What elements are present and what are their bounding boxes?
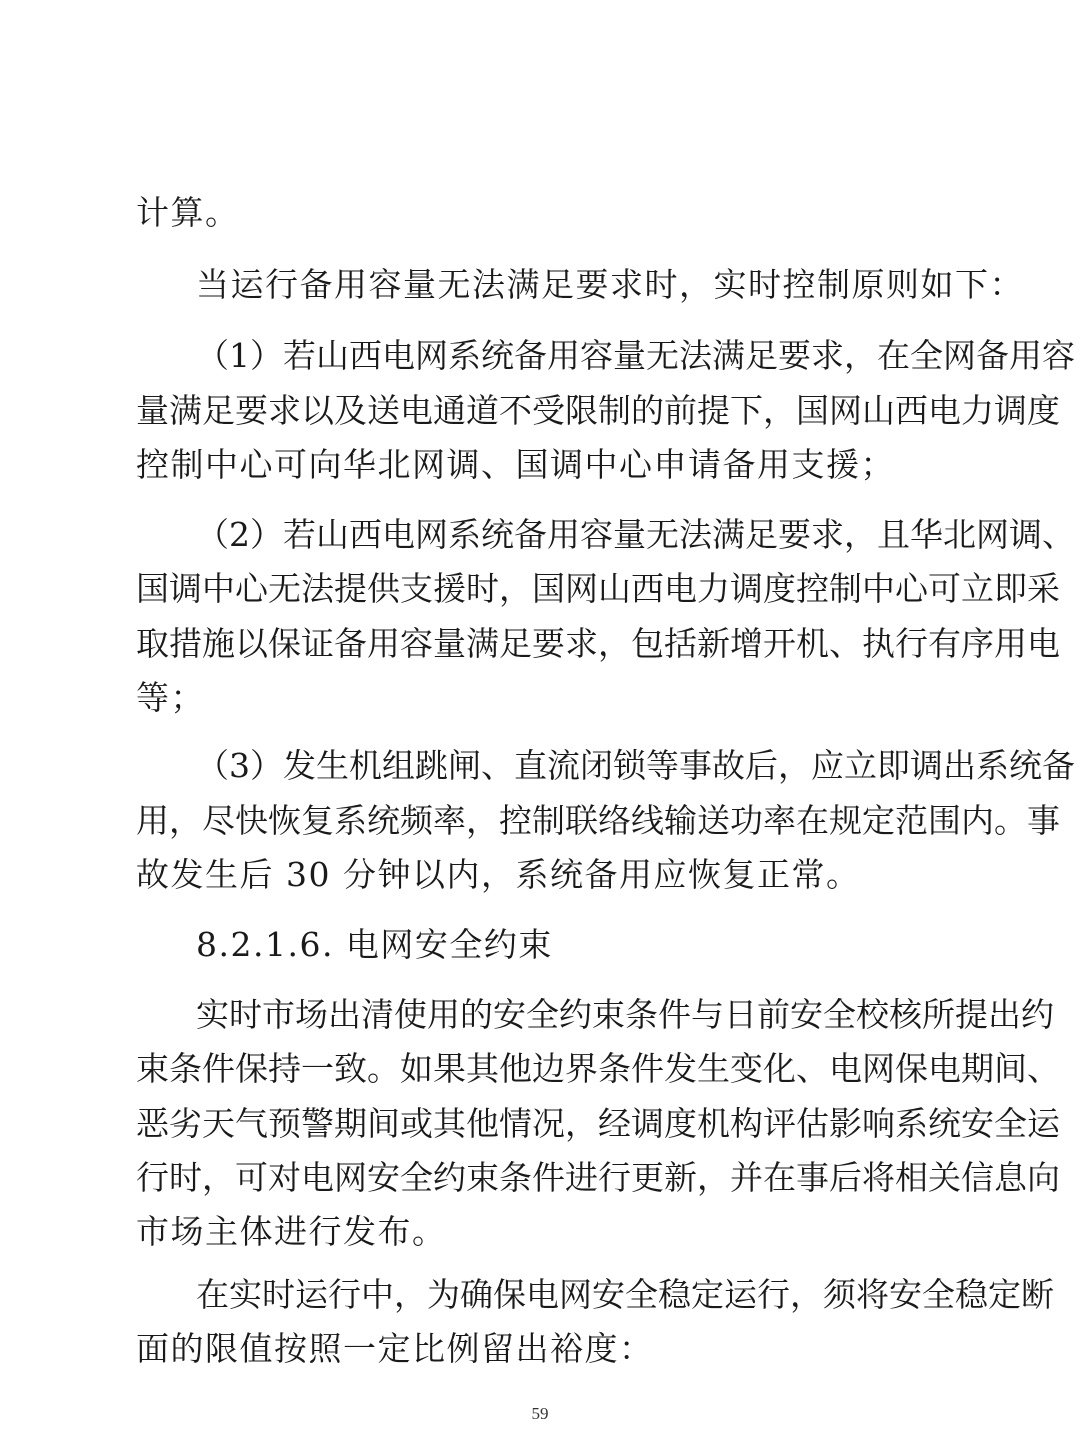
text-line: 市场主体进行发布。 — [136, 1212, 447, 1251]
text-line: 用，尽快恢复系统频率，控制联络线输送功率在规定范围内。事 — [136, 801, 1060, 840]
text-line: 控制中心可向华北网调、国调中心申请备用支援； — [136, 445, 895, 484]
text-line: 国调中心无法提供支援时，国网山西电力调度控制中心可立即采 — [136, 569, 1060, 608]
text-line: 等； — [136, 678, 205, 717]
text-line: 面的限值按照一定比例留出裕度： — [136, 1329, 654, 1368]
page-number: 59 — [531, 1404, 549, 1423]
section-heading: 8.2.1.6. 电网安全约束 — [196, 925, 553, 964]
text-line: 恶劣天气预警期间或其他情况，经调度机构评估影响系统安全运 — [136, 1104, 1060, 1143]
text-line: 实时市场出清使用的安全约束条件与日前安全校核所提出约 — [196, 995, 1054, 1034]
text-line: 在实时运行中，为确保电网安全稳定运行，须将安全稳定断 — [196, 1275, 1054, 1314]
text-line: （2）若山西电网系统备用容量无法满足要求，且华北网调、 — [196, 515, 1075, 554]
text-line: （1）若山西电网系统备用容量无法满足要求，在全网备用容 — [196, 336, 1075, 375]
text-line: 取措施以保证备用容量满足要求，包括新增开机、执行有序用电 — [136, 624, 1060, 663]
text-line: 当运行备用容量无法满足要求时，实时控制原则如下： — [196, 265, 1024, 304]
text-line: 束条件保持一致。如果其他边界条件发生变化、电网保电期间、 — [136, 1049, 1060, 1088]
text-line: 量满足要求以及送电通道不受限制的前提下，国网山西电力调度 — [136, 391, 1060, 430]
text-line: 计算。 — [136, 193, 240, 232]
text-line: （3）发生机组跳闸、直流闭锁等事故后，应立即调出系统备 — [196, 746, 1075, 785]
text-line: 故发生后 30 分钟以内，系统备用应恢复正常。 — [136, 855, 861, 894]
text-line: 行时，可对电网安全约束条件进行更新，并在事后将相关信息向 — [136, 1158, 1060, 1197]
